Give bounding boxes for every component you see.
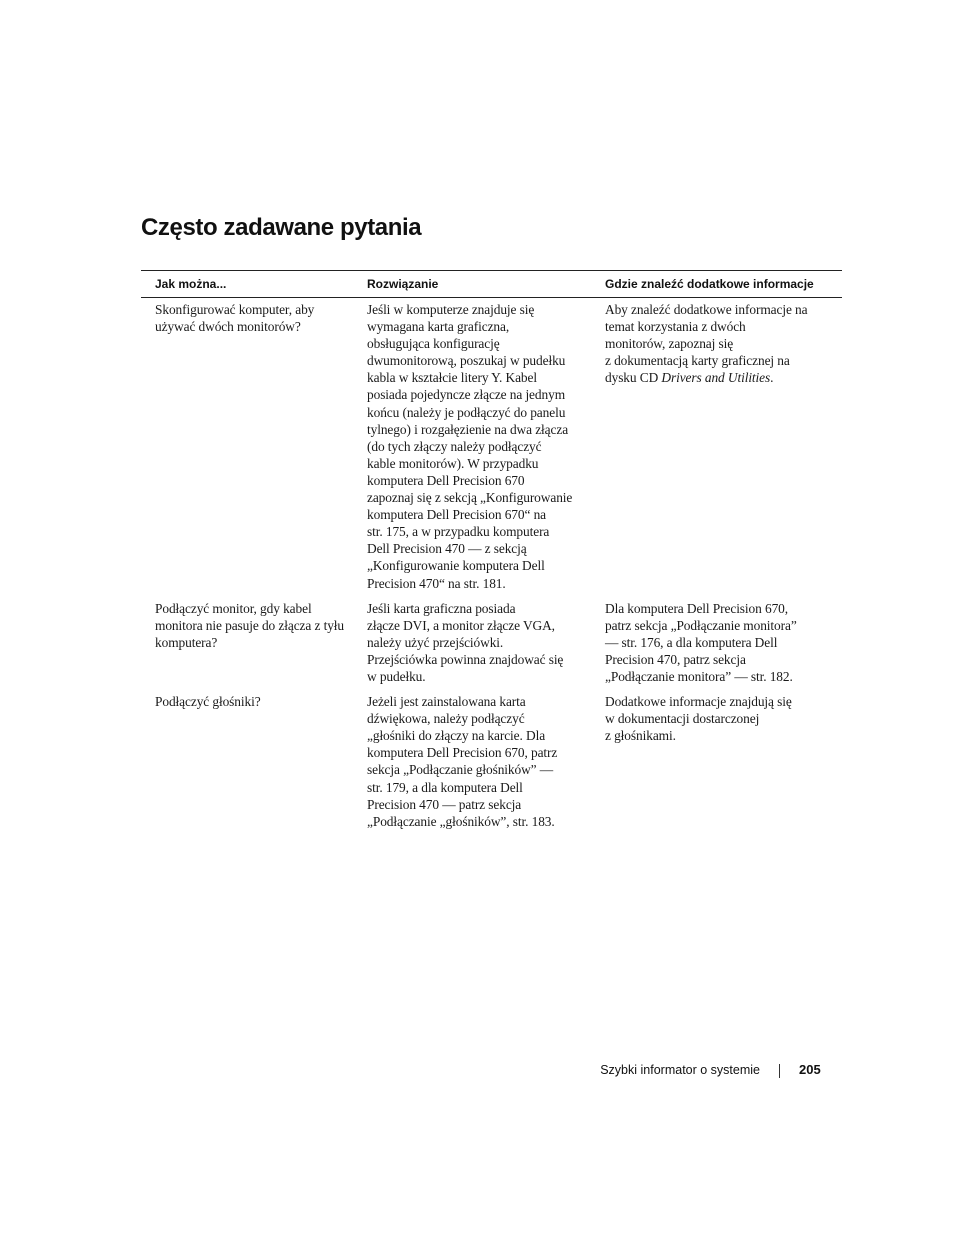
solution-line: „Podłączanie „głośników”, str. 183. bbox=[367, 813, 555, 829]
solution-line: dźwiękowa, należy podłączyć bbox=[367, 711, 525, 727]
footer-divider bbox=[779, 1064, 780, 1078]
solution-line: obsługująca konfigurację bbox=[367, 336, 500, 352]
more-info-line: w dokumentacji dostarczonej bbox=[605, 711, 760, 727]
more-info-line: Dodatkowe informacje znajdują się bbox=[605, 694, 792, 710]
more-info-cell bbox=[605, 301, 842, 592]
solution-line: komputera Dell Precision 670 bbox=[367, 472, 525, 488]
header-question: Jak można... bbox=[155, 277, 227, 291]
question-line: Podłączyć monitor, gdy kabel bbox=[155, 600, 312, 616]
solution-cell bbox=[367, 600, 605, 685]
solution-line: złącze DVI, a monitor złącze VGA, bbox=[367, 617, 555, 633]
cd-title: Drivers and Utilities bbox=[661, 370, 771, 386]
more-info-line bbox=[605, 369, 838, 386]
more-info-cell bbox=[605, 600, 842, 685]
question-line: komputera? bbox=[155, 634, 218, 650]
solution-line: Jeśli karta graficzna posiada bbox=[367, 600, 516, 616]
table-row bbox=[141, 685, 842, 830]
solution-line: wymagana karta graficzna, bbox=[367, 319, 510, 335]
solution-line: str. 175, a w przypadku komputera bbox=[367, 524, 550, 540]
question-cell bbox=[141, 693, 367, 830]
solution-line: str. 179, a dla komputera Dell bbox=[367, 779, 523, 795]
more-info-line: Precision 470, patrz sekcja bbox=[605, 651, 746, 667]
solution-line: Przejściówka powinna znajdować się bbox=[367, 651, 564, 667]
solution-line: kable monitorów). W przypadku bbox=[367, 455, 539, 471]
more-info-line: Aby znaleźć dodatkowe informacje na bbox=[605, 302, 808, 317]
table-row bbox=[141, 298, 842, 592]
more-info-line: z głośnikami. bbox=[605, 728, 676, 744]
table-header bbox=[141, 271, 842, 298]
page-footer bbox=[0, 1061, 954, 1081]
question-line: używać dwóch monitorów? bbox=[155, 319, 301, 335]
solution-line: posiada pojedyncze złącze na jednym bbox=[367, 387, 566, 403]
solution-line: komputera Dell Precision 670“ na bbox=[367, 507, 547, 523]
faq-table bbox=[141, 270, 842, 830]
solution-line: komputera Dell Precision 670, patrz bbox=[367, 745, 558, 761]
more-info-line: z dokumentacją karty graficznej na bbox=[605, 353, 790, 369]
more-info-line: temat korzystania z dwóch bbox=[605, 319, 746, 335]
solution-line: Precision 470 — patrz sekcja bbox=[367, 796, 522, 812]
solution-line: sekcja „Podłączanie głośników” — bbox=[367, 762, 554, 778]
solution-line: zapoznaj się z sekcją „Konfigurowanie bbox=[367, 490, 573, 506]
solution-line: końcu (należy je podłączyć do panelu bbox=[367, 404, 566, 420]
solution-cell bbox=[367, 693, 605, 830]
more-info-line: monitorów, zapoznaj się bbox=[605, 336, 734, 352]
question-line: Podłączyć głośniki? bbox=[155, 694, 261, 710]
solution-line: Precision 470“ na str. 181. bbox=[367, 575, 506, 591]
question-line: Skonfigurować komputer, aby bbox=[155, 302, 315, 317]
footer-section-title: Szybki informator o systemie bbox=[600, 1063, 760, 1077]
more-info-line: „Podłączanie monitora” — str. 182. bbox=[605, 668, 793, 684]
solution-line: Jeśli w komputerze znajduje się bbox=[367, 302, 535, 317]
page-title: Często zadawane pytania bbox=[141, 214, 422, 241]
question-cell bbox=[141, 600, 367, 685]
more-info-line: — str. 176, a dla komputera Dell bbox=[605, 634, 778, 650]
solution-line: „Konfigurowanie komputera Dell bbox=[367, 558, 545, 574]
header-more-info: Gdzie znaleźć dodatkowe informacje bbox=[605, 277, 814, 291]
solution-line: (do tych złączy należy podłączyć bbox=[367, 438, 542, 454]
solution-line: Jeżeli jest zainstalowana karta bbox=[367, 694, 526, 710]
solution-line: kabla w kształcie litery Y. Kabel bbox=[367, 370, 537, 386]
more-info-prefix: dysku CD bbox=[605, 370, 662, 386]
question-cell bbox=[141, 301, 367, 592]
table-row bbox=[141, 592, 842, 685]
solution-line: tylnego) i rozgałęzienie na dwa złącza bbox=[367, 421, 569, 437]
solution-line: Dell Precision 470 — z sekcją bbox=[367, 541, 527, 557]
header-solution: Rozwiązanie bbox=[367, 277, 439, 291]
solution-line: należy użyć przejściówki. bbox=[367, 634, 504, 650]
more-info-line: Dla komputera Dell Precision 670, bbox=[605, 600, 789, 616]
solution-line: dwumonitorową, poszukaj w pudełku bbox=[367, 353, 566, 369]
question-line: monitora nie pasuje do złącza z tyłu bbox=[155, 617, 345, 633]
page-number: 205 bbox=[799, 1062, 821, 1077]
solution-line: „głośniki do złączy na karcie. Dla bbox=[367, 728, 546, 744]
solution-line: w pudełku. bbox=[367, 668, 426, 684]
more-info-suffix: . bbox=[770, 370, 774, 386]
more-info-line: patrz sekcja „Podłączanie monitora” bbox=[605, 617, 797, 633]
more-info-cell bbox=[605, 693, 842, 830]
solution-cell bbox=[367, 301, 605, 592]
